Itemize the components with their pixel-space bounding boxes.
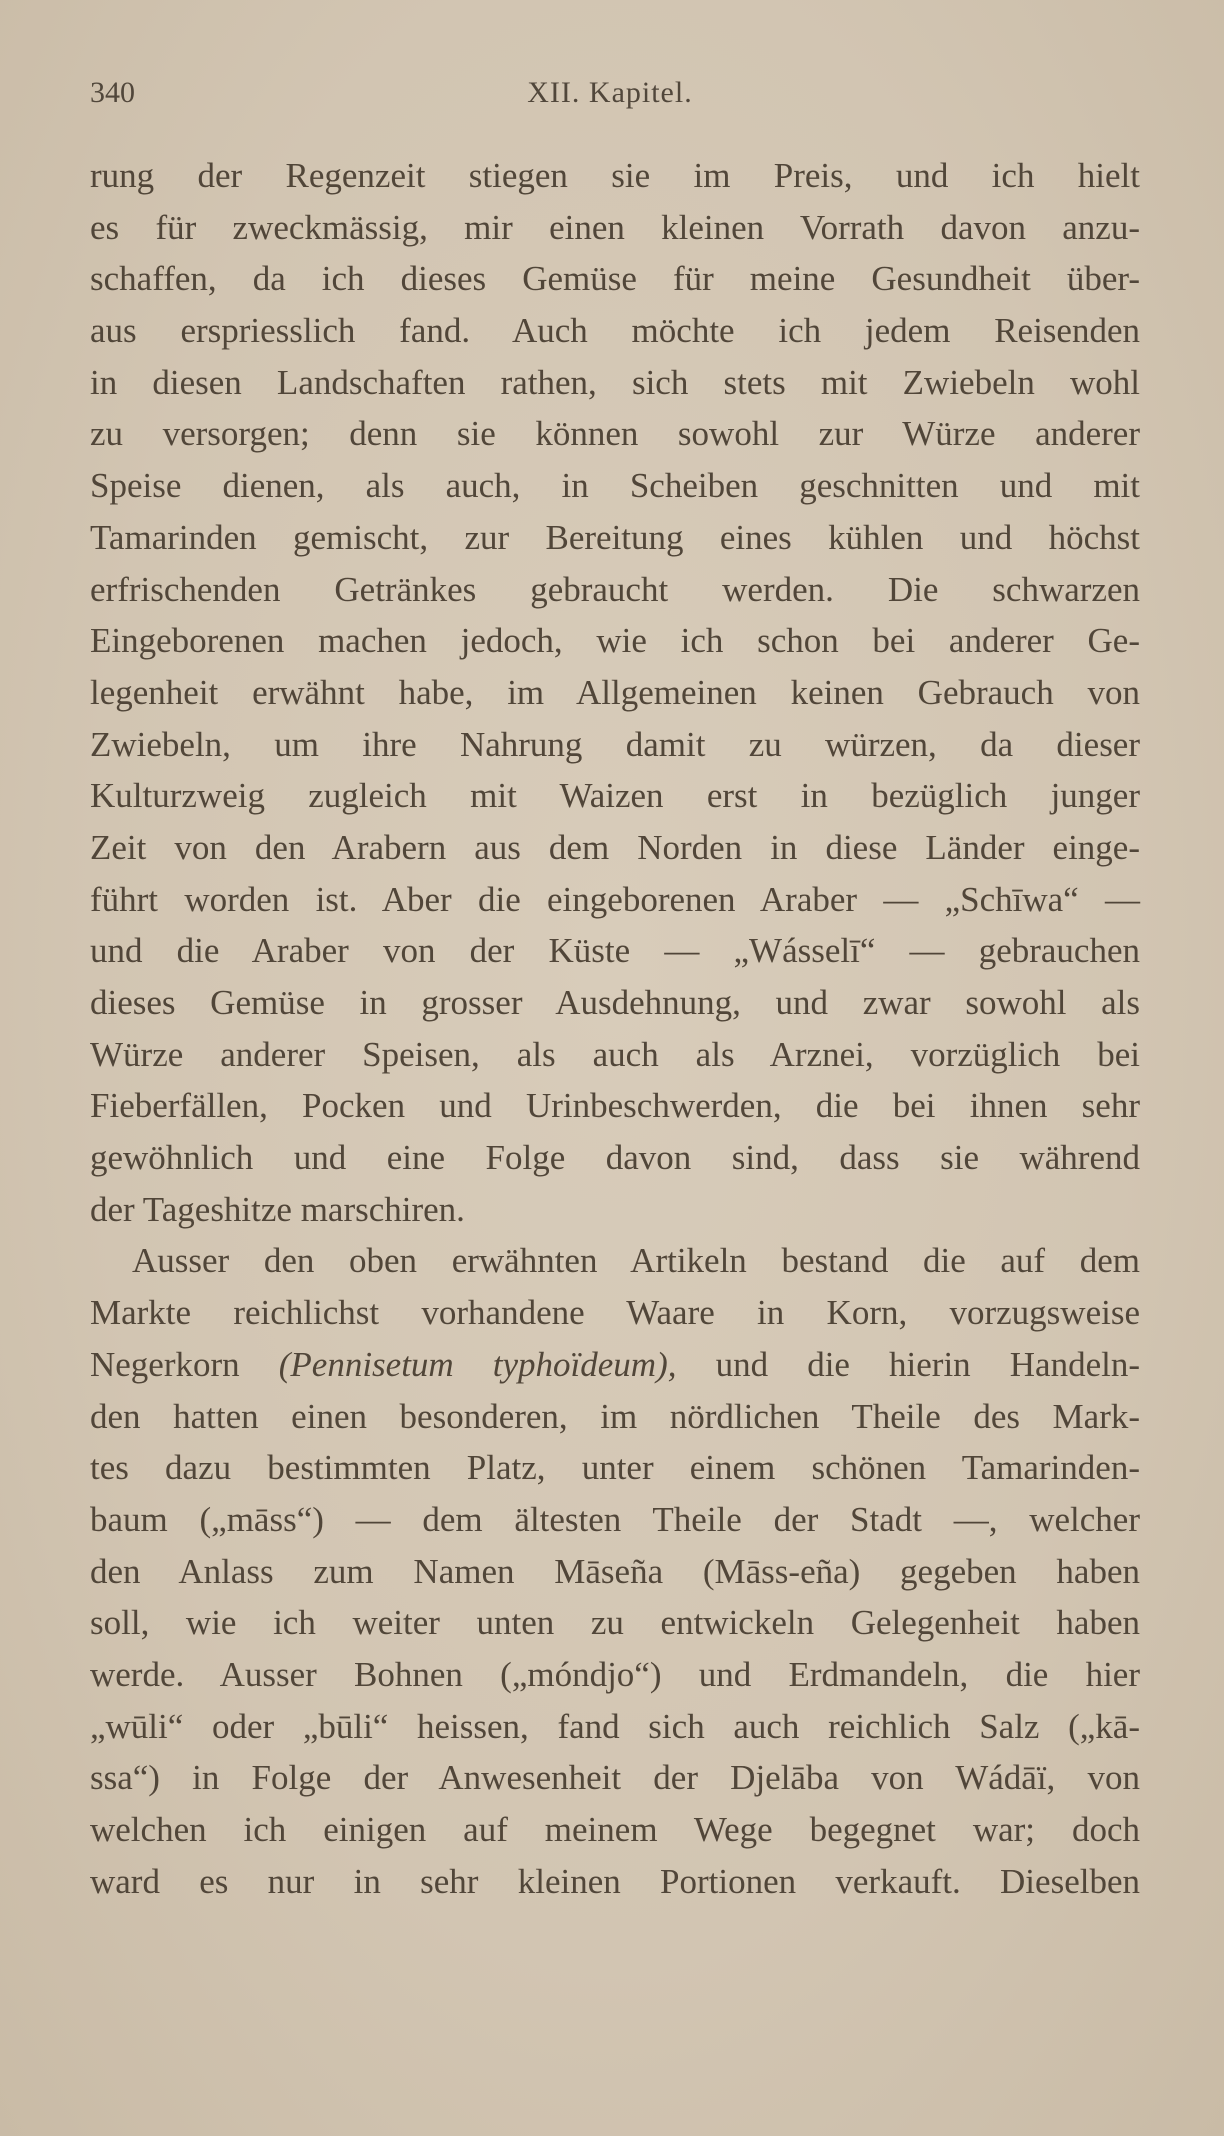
body-text — [90, 150, 1140, 1907]
text-line-mixed — [90, 1339, 1140, 1391]
text-line: rung der Regenzeit stiegen sie im Preis, und ich hielt — [90, 156, 1140, 195]
text-line: Zwiebeln, um ihre Nahrung damit zu würzen, da dieser — [90, 724, 1140, 764]
paragraph-1 — [90, 150, 1140, 1235]
text-line: welchen ich einigen auf meinem Wege begegnet war; doch — [90, 1810, 1140, 1849]
text-line: Zeit von den Arabern aus dem Norden in diese Länder einge- — [90, 827, 1140, 867]
text-line: baum („māss“) — dem ältesten Theile der Stadt —, welcher — [90, 1499, 1140, 1539]
text-line: Markte reichlichst vorhandene Waare in Korn, vorzugsweise — [90, 1293, 1140, 1333]
text-line: Ausser den oben erwähnten Artikeln bestand die auf dem — [132, 1241, 1140, 1281]
text-line: Würze anderer Speisen, als auch als Arznei, vorzüglich bei — [90, 1034, 1140, 1074]
text-line: tes dazu bestimmten Platz, unter einem schönen Tamarinden- — [90, 1448, 1140, 1488]
chapter-title: XII. Kapitel. — [527, 76, 693, 109]
text-line: ward es nur in sehr kleinen Portionen verkauft. Dieselben — [90, 1861, 1140, 1901]
text-line: erfrischenden Getränkes gebraucht werden. Die schwarzen — [90, 569, 1140, 609]
text-line: den Anlass zum Namen Māseña (Māss-eña) gegeben haben — [90, 1551, 1140, 1591]
text-line: werde. Ausser Bohnen („móndjo“) und Erdmandeln, die hier — [90, 1654, 1140, 1694]
running-header — [90, 76, 1130, 126]
text-line: aus erspriesslich fand. Auch möchte ich jedem Reisenden — [90, 311, 1140, 351]
text-fragment: und die hierin Handeln- — [715, 1344, 1140, 1384]
text-line: ssa“) in Folge der Anwesenheit der Djelāba von Wádāï, von — [90, 1758, 1140, 1798]
text-line: der Tageshitze marschiren. — [90, 1189, 465, 1229]
text-line: Tamarinden gemischt, zur Bereitung eines kühlen und höchst — [90, 517, 1140, 557]
page-number: 340 — [90, 76, 135, 109]
text-line: zu versorgen; denn sie können sowohl zur Würze anderer — [90, 414, 1140, 454]
text-line: schaffen, da ich dieses Gemüse für meine Gesundheit über- — [90, 259, 1140, 299]
text-line: Fieberfällen, Pocken und Urinbeschwerden, die bei ihnen sehr — [90, 1086, 1140, 1126]
text-line: gewöhnlich und eine Folge davon sind, dass sie während — [90, 1138, 1140, 1178]
text-line: in diesen Landschaften rathen, sich stets mit Zwiebeln wohl — [90, 362, 1140, 402]
paragraph-2 — [90, 1235, 1140, 1907]
text-line: „wūli“ oder „būli“ heissen, fand sich auch reichlich Salz („kā- — [90, 1706, 1140, 1746]
latin-name: (Pennisetum typhoïdeum), — [278, 1344, 677, 1384]
text-line: soll, wie ich weiter unten zu entwickeln Gelegenheit haben — [90, 1603, 1140, 1643]
text-line: dieses Gemüse in grosser Ausdehnung, und zwar sowohl als — [90, 983, 1140, 1022]
text-line: Kulturzweig zugleich mit Waizen erst in bezüglich junger — [90, 776, 1140, 816]
text-line: Eingeborenen machen jedoch, wie ich schon bei anderer Ge- — [90, 621, 1140, 661]
text-line: legenheit erwähnt habe, im Allgemeinen keinen Gebrauch von — [90, 672, 1140, 712]
text-line: Speise dienen, als auch, in Scheiben geschnitten und mit — [90, 466, 1140, 506]
text-line: den hatten einen besonderen, im nördlichen Theile des Mark- — [90, 1396, 1140, 1436]
text-fragment: Negerkorn — [90, 1344, 240, 1384]
text-line: es für zweckmässig, mir einen kleinen Vorrath davon anzu- — [90, 207, 1140, 247]
text-line: führt worden ist. Aber die eingeborenen Araber — „Schīwa“ — — [90, 879, 1140, 919]
text-line: und die Araber von der Küste — „Wásselī“ — gebrauchen — [90, 931, 1140, 971]
